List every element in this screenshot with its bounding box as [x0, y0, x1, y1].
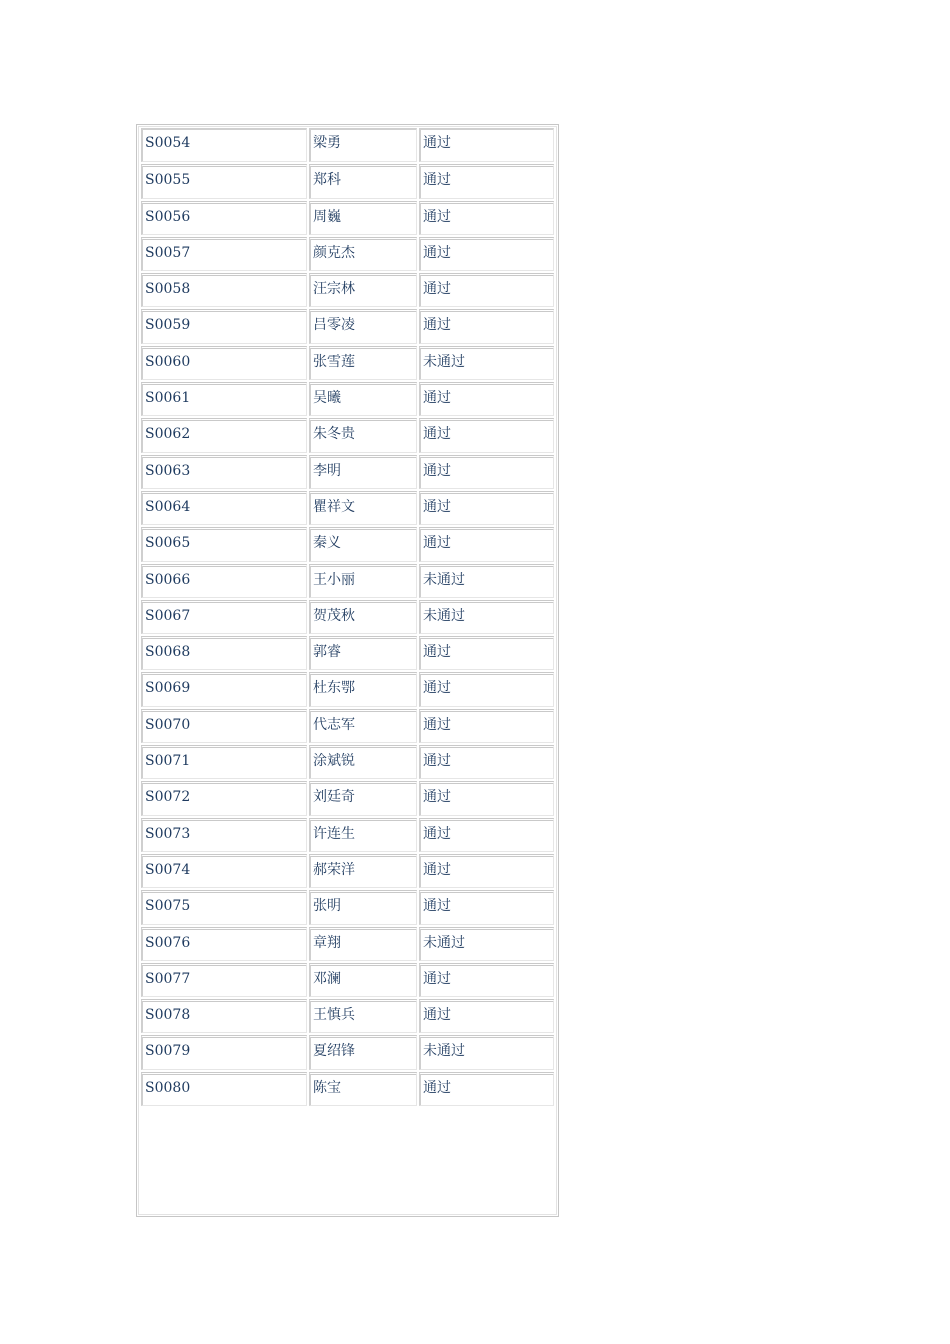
- student-name-cell: 代志军: [309, 709, 417, 743]
- student-id-cell: S0067: [141, 600, 307, 634]
- table-row: [141, 273, 554, 307]
- student-name-cell: 李明: [309, 455, 417, 489]
- student-id-cell: S0065: [141, 527, 307, 561]
- student-name-cell: 颜克杰: [309, 237, 417, 271]
- result-status-cell: 通过: [419, 237, 554, 271]
- table-row: [141, 455, 554, 489]
- result-status-cell: 通过: [419, 418, 554, 452]
- student-id-cell: S0054: [141, 128, 307, 162]
- table-row: [141, 963, 554, 997]
- result-status-cell: 通过: [419, 999, 554, 1033]
- student-name-cell: 许连生: [309, 818, 417, 852]
- result-status-cell: 未通过: [419, 564, 554, 598]
- table-row: [141, 636, 554, 670]
- student-name-cell: 汪宗林: [309, 273, 417, 307]
- result-status-cell: 未通过: [419, 346, 554, 380]
- student-name-cell: 章翔: [309, 927, 417, 961]
- student-id-cell: S0070: [141, 709, 307, 743]
- student-id-cell: S0078: [141, 999, 307, 1033]
- result-status-cell: 通过: [419, 201, 554, 235]
- student-id-cell: S0064: [141, 491, 307, 525]
- result-status-cell: 通过: [419, 636, 554, 670]
- student-name-cell: 张明: [309, 890, 417, 924]
- result-status-cell: 通过: [419, 128, 554, 162]
- result-status-cell: 通过: [419, 890, 554, 924]
- result-status-cell: 通过: [419, 164, 554, 198]
- student-id-cell: S0079: [141, 1035, 307, 1069]
- table-row: [141, 600, 554, 634]
- student-name-cell: 刘廷奇: [309, 781, 417, 815]
- result-status-cell: 通过: [419, 491, 554, 525]
- student-name-cell: 陈宝: [309, 1072, 417, 1106]
- student-name-cell: 王小丽: [309, 564, 417, 598]
- student-name-cell: 张雪莲: [309, 346, 417, 380]
- table-row: [141, 745, 554, 779]
- table-row: [141, 418, 554, 452]
- results-table: [139, 126, 556, 1108]
- result-status-cell: 通过: [419, 1072, 554, 1106]
- student-name-cell: 朱冬贵: [309, 418, 417, 452]
- student-id-cell: S0055: [141, 164, 307, 198]
- table-row: [141, 237, 554, 271]
- table-row: [141, 164, 554, 198]
- table-row: [141, 1072, 554, 1106]
- result-status-cell: 未通过: [419, 600, 554, 634]
- table-row: [141, 128, 554, 162]
- student-name-cell: 吴曦: [309, 382, 417, 416]
- student-id-cell: S0057: [141, 237, 307, 271]
- student-id-cell: S0072: [141, 781, 307, 815]
- table-row: [141, 201, 554, 235]
- student-name-cell: 梁勇: [309, 128, 417, 162]
- table-row: [141, 890, 554, 924]
- student-id-cell: S0063: [141, 455, 307, 489]
- student-name-cell: 吕零凌: [309, 309, 417, 343]
- result-status-cell: 通过: [419, 309, 554, 343]
- result-status-cell: 通过: [419, 745, 554, 779]
- student-name-cell: 郝荣洋: [309, 854, 417, 888]
- student-name-cell: 郭睿: [309, 636, 417, 670]
- table-row: [141, 781, 554, 815]
- result-status-cell: 未通过: [419, 1035, 554, 1069]
- student-id-cell: S0068: [141, 636, 307, 670]
- table-row: [141, 491, 554, 525]
- result-status-cell: 通过: [419, 273, 554, 307]
- student-name-cell: 涂斌锐: [309, 745, 417, 779]
- result-status-cell: 通过: [419, 527, 554, 561]
- student-name-cell: 贺茂秋: [309, 600, 417, 634]
- table-row: [141, 927, 554, 961]
- student-id-cell: S0071: [141, 745, 307, 779]
- table-row: [141, 564, 554, 598]
- table-row: [141, 854, 554, 888]
- table-row: [141, 709, 554, 743]
- student-name-cell: 郑科: [309, 164, 417, 198]
- student-id-cell: S0075: [141, 890, 307, 924]
- student-id-cell: S0058: [141, 273, 307, 307]
- student-name-cell: 夏绍锋: [309, 1035, 417, 1069]
- result-status-cell: 通过: [419, 672, 554, 706]
- result-status-cell: 通过: [419, 818, 554, 852]
- student-id-cell: S0069: [141, 672, 307, 706]
- table-row: [141, 672, 554, 706]
- student-name-cell: 杜东鄂: [309, 672, 417, 706]
- student-name-cell: 王慎兵: [309, 999, 417, 1033]
- result-status-cell: 通过: [419, 709, 554, 743]
- results-table-frame: [136, 124, 559, 1217]
- student-name-cell: 周巍: [309, 201, 417, 235]
- results-table-body: [141, 128, 554, 1106]
- table-row: [141, 1035, 554, 1069]
- student-name-cell: 邓澜: [309, 963, 417, 997]
- student-id-cell: S0080: [141, 1072, 307, 1106]
- result-status-cell: 通过: [419, 963, 554, 997]
- student-id-cell: S0077: [141, 963, 307, 997]
- result-status-cell: 通过: [419, 455, 554, 489]
- student-id-cell: S0073: [141, 818, 307, 852]
- student-id-cell: S0059: [141, 309, 307, 343]
- result-status-cell: 通过: [419, 854, 554, 888]
- result-status-cell: 通过: [419, 781, 554, 815]
- student-id-cell: S0076: [141, 927, 307, 961]
- table-row: [141, 309, 554, 343]
- table-row: [141, 346, 554, 380]
- table-row: [141, 999, 554, 1033]
- student-name-cell: 秦义: [309, 527, 417, 561]
- student-id-cell: S0066: [141, 564, 307, 598]
- result-status-cell: 通过: [419, 382, 554, 416]
- table-row: [141, 382, 554, 416]
- table-row: [141, 818, 554, 852]
- student-name-cell: 瞿祥文: [309, 491, 417, 525]
- student-id-cell: S0062: [141, 418, 307, 452]
- table-row: [141, 527, 554, 561]
- student-id-cell: S0074: [141, 854, 307, 888]
- student-id-cell: S0061: [141, 382, 307, 416]
- result-status-cell: 未通过: [419, 927, 554, 961]
- student-id-cell: S0056: [141, 201, 307, 235]
- student-id-cell: S0060: [141, 346, 307, 380]
